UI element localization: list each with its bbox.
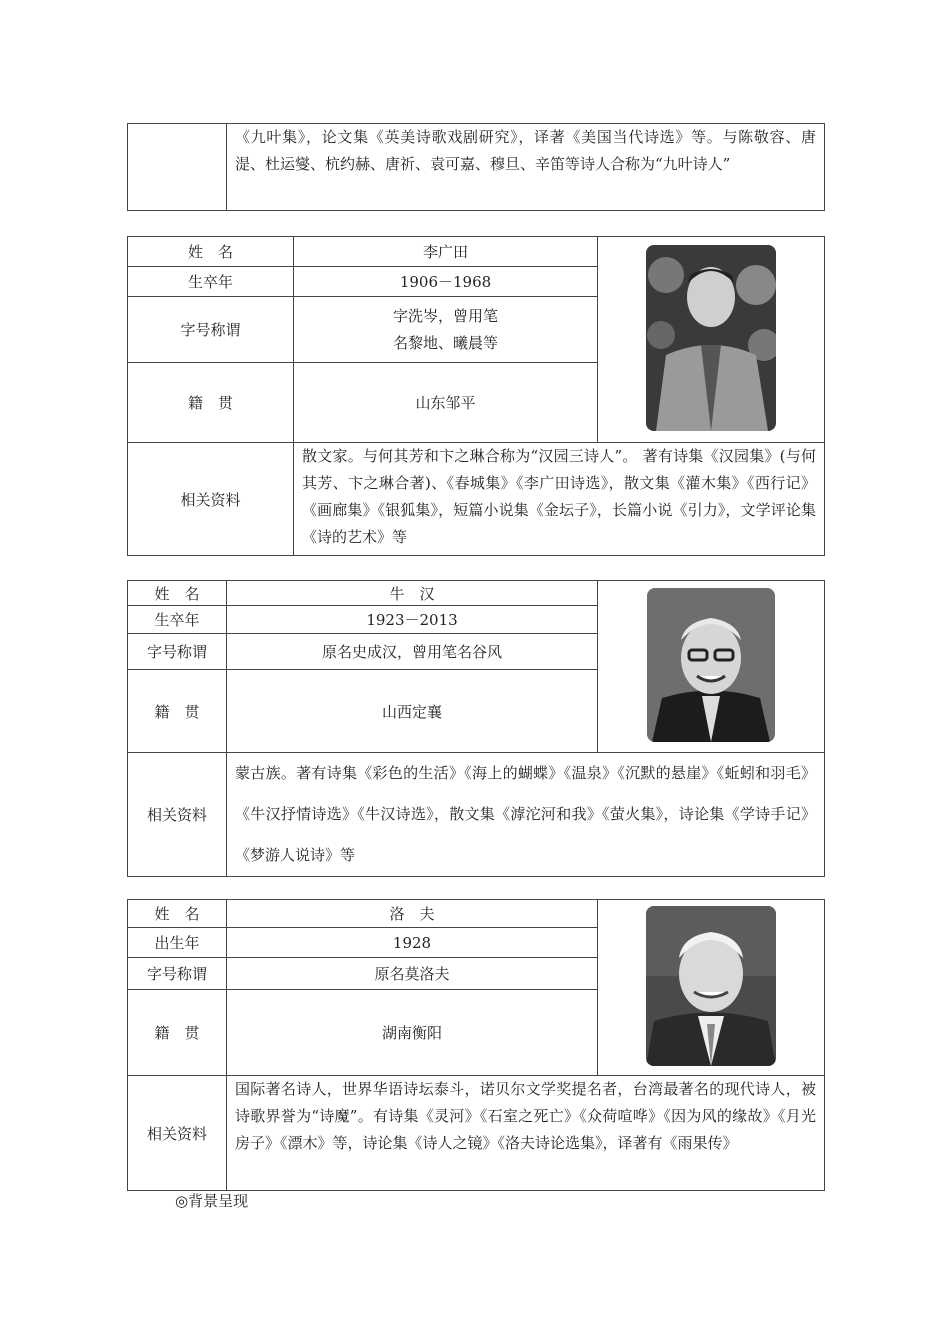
photo-cell: [598, 581, 825, 753]
label-life: 出生年: [128, 928, 227, 958]
label-info: 相关资料: [128, 753, 227, 877]
label-life: 生卒年: [128, 267, 294, 297]
label-name: 姓 名: [128, 237, 294, 267]
photo-cell: [598, 237, 825, 443]
person-table-2: [127, 580, 825, 877]
person-name: 牛 汉: [227, 581, 598, 606]
label-name: 姓 名: [128, 581, 227, 606]
label-info: 相关资料: [128, 1076, 227, 1191]
label-alias: 字号称谓: [128, 297, 294, 363]
origin: 山西定襄: [227, 670, 598, 753]
origin: 山东邹平: [294, 363, 598, 443]
alias: 原名莫洛夫: [227, 958, 598, 990]
life-years: 1923－2013: [227, 606, 598, 634]
label-origin: 籍 贯: [128, 363, 294, 443]
birth-year: 1928: [227, 928, 598, 958]
life-years: 1906－1968: [294, 267, 598, 297]
alias-line-1: 字洗岑，曾用笔: [392, 306, 498, 325]
portrait-photo: [646, 245, 776, 431]
info-text: 散文家。与何其芳和卞之琳合称为“汉园三诗人”。 著有诗集《汉园集》(与何其芳、卞之琳合著)、《春城集》《李广田诗选》，散文集《灌木集》《西行记》《画廊集》《银狐集》，短篇小说集《金坛子》，长篇小说《引力》，文学评论集《诗的艺术》等: [294, 443, 825, 556]
portrait-photo: [646, 906, 776, 1066]
person-table-3: [127, 899, 825, 1191]
section-heading: ◎背景呈现: [175, 1192, 249, 1210]
label-life: 生卒年: [128, 606, 227, 634]
info-text: 国际著名诗人，世界华语诗坛泰斗，诺贝尔文学奖提名者，台湾最著名的现代诗人，被诗歌界誉为“诗魔”。有诗集《灵河》《石室之死亡》《众荷喧哗》《因为风的缘故》《月光房子》《漂木》等，诗论集《诗人之镜》《洛夫诗论选集》，译著有《雨果传》: [227, 1076, 825, 1191]
continuation-table: [127, 123, 825, 211]
label-origin: 籍 贯: [128, 990, 227, 1076]
label-info: 相关资料: [128, 443, 294, 556]
label-name: 姓 名: [128, 900, 227, 928]
alias-cell: [294, 297, 598, 363]
portrait-photo: [647, 588, 775, 742]
photo-cell: [598, 900, 825, 1076]
label-alias: 字号称谓: [128, 958, 227, 990]
person-table-1: [127, 236, 825, 556]
person-name: 李广田: [294, 237, 598, 267]
info-text: 蒙古族。著有诗集《彩色的生活》《海上的蝴蝶》《温泉》《沉默的悬崖》《蚯蚓和羽毛》《牛汉抒情诗选》《牛汉诗选》，散文集《滹沱河和我》《萤火集》，诗论集《学诗手记》《梦游人说诗》等: [227, 753, 825, 877]
origin: 湖南衡阳: [227, 990, 598, 1076]
alias-line-2: 名黎地、曦晨等: [392, 333, 498, 352]
continuation-empty-cell: [128, 124, 227, 211]
alias: 原名史成汉，曾用笔名谷风: [227, 634, 598, 670]
label-origin: 籍 贯: [128, 670, 227, 753]
label-alias: 字号称谓: [128, 634, 227, 670]
person-name: 洛 夫: [227, 900, 598, 928]
continuation-text: 《九叶集》，论文集《英美诗歌戏剧研究》，译著《美国当代诗选》等。与陈敬容、唐湜、杜运燮、杭约赫、唐祈、袁可嘉、穆旦、辛笛等诗人合称为“九叶诗人”: [227, 124, 825, 211]
